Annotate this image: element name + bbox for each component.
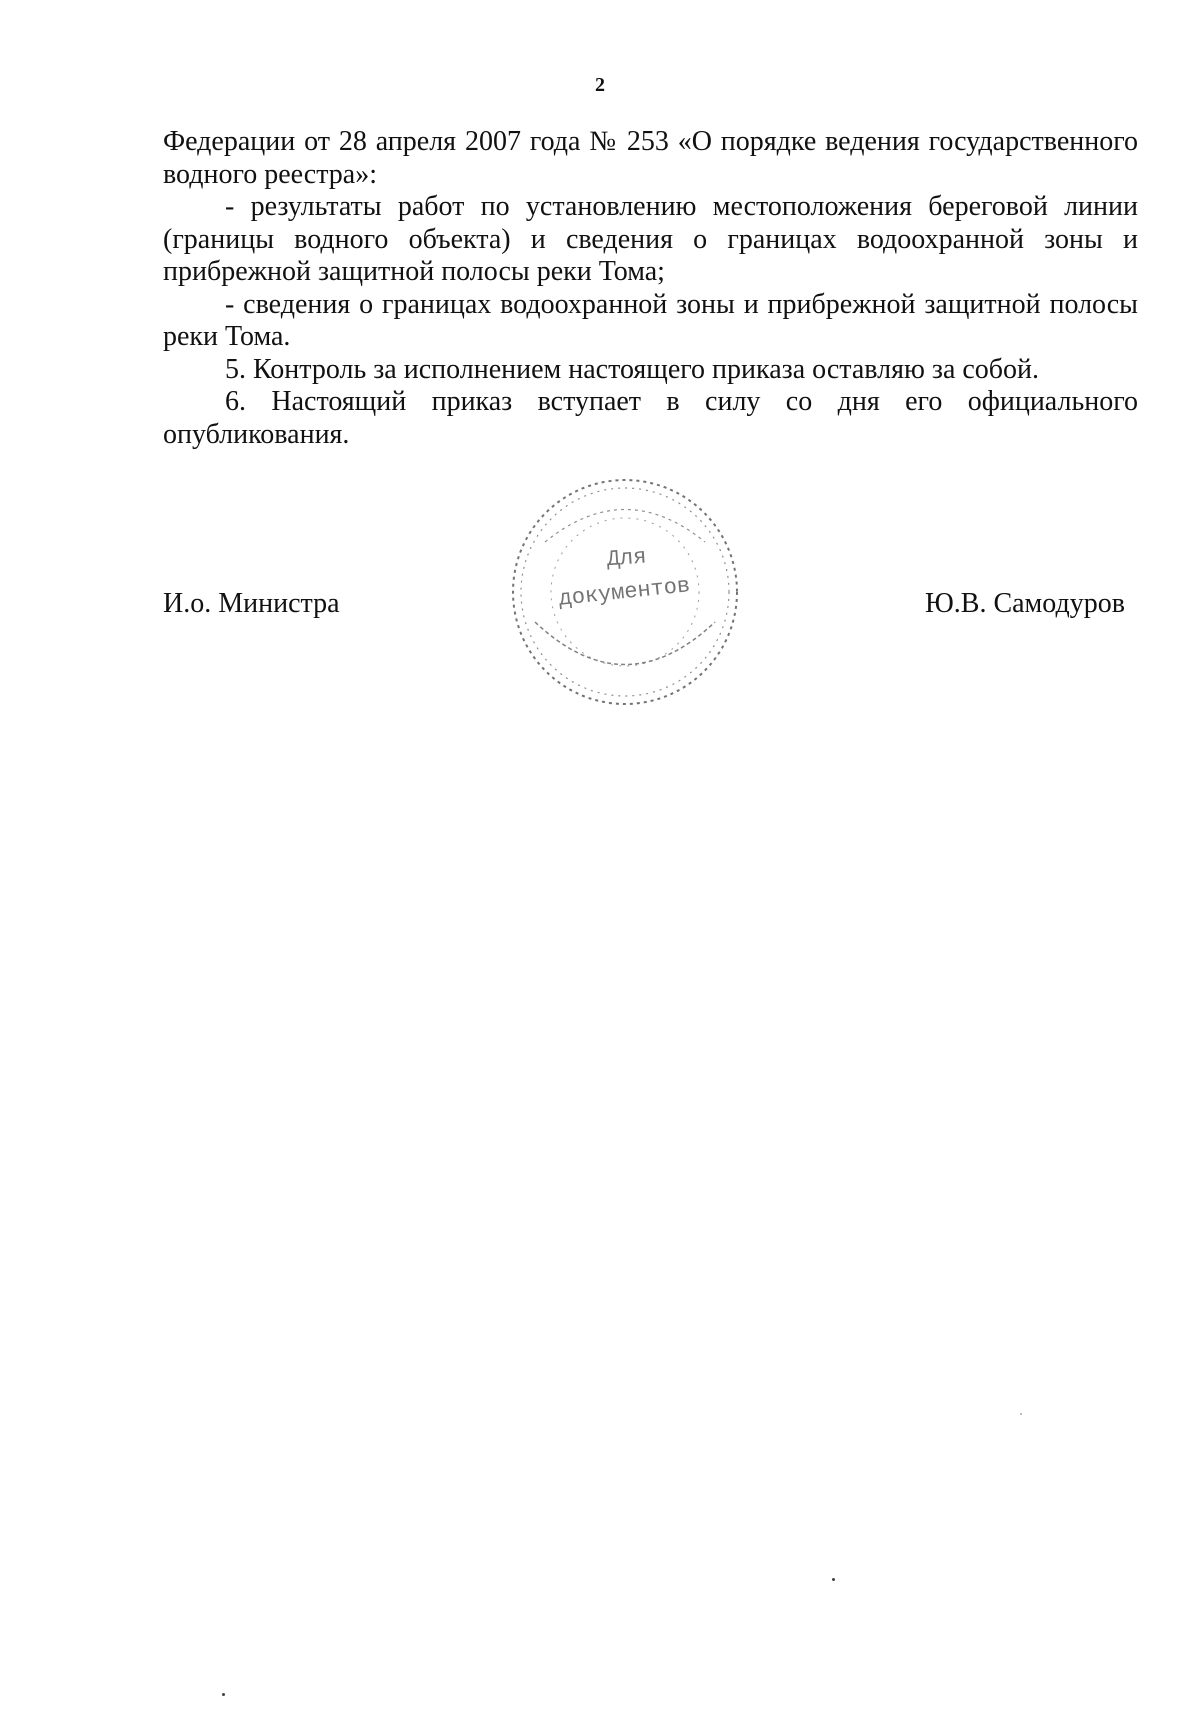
signatory-position: И.о. Министра	[163, 588, 340, 619]
stamp-text-line2: документов	[557, 573, 692, 612]
paragraph-continuation: Федерации от 28 апреля 2007 года № 253 «О порядке ведения государственного водного реестра»:	[163, 126, 1138, 190]
paragraph-item-5: 5. Контроль за исполнением настоящего приказа оставляю за собой.	[225, 353, 1040, 385]
paragraph-bullet-1: - результаты работ по установлению местоположения береговой линии (границы водного объекта) и сведения о границах водоохранной зоны и прибрежной защитной полосы реки Тома;	[163, 191, 1138, 287]
paragraph-bullet-2: - сведения о границах водоохранной зоны и прибрежной защитной полосы реки Тома.	[163, 288, 1138, 352]
scan-speck	[832, 1578, 835, 1581]
paragraph-item-6: 6. Настоящий приказ вступает в силу со дня его официального опубликования.	[163, 386, 1138, 450]
official-stamp	[505, 472, 745, 712]
scan-speck	[222, 1693, 225, 1696]
stamp-text-line1: Для	[605, 544, 648, 573]
body-text	[163, 126, 1138, 451]
signatory-name: Ю.В. Самодуров	[925, 588, 1125, 619]
scan-speck	[1020, 1413, 1022, 1415]
page-number: 2	[595, 74, 605, 96]
